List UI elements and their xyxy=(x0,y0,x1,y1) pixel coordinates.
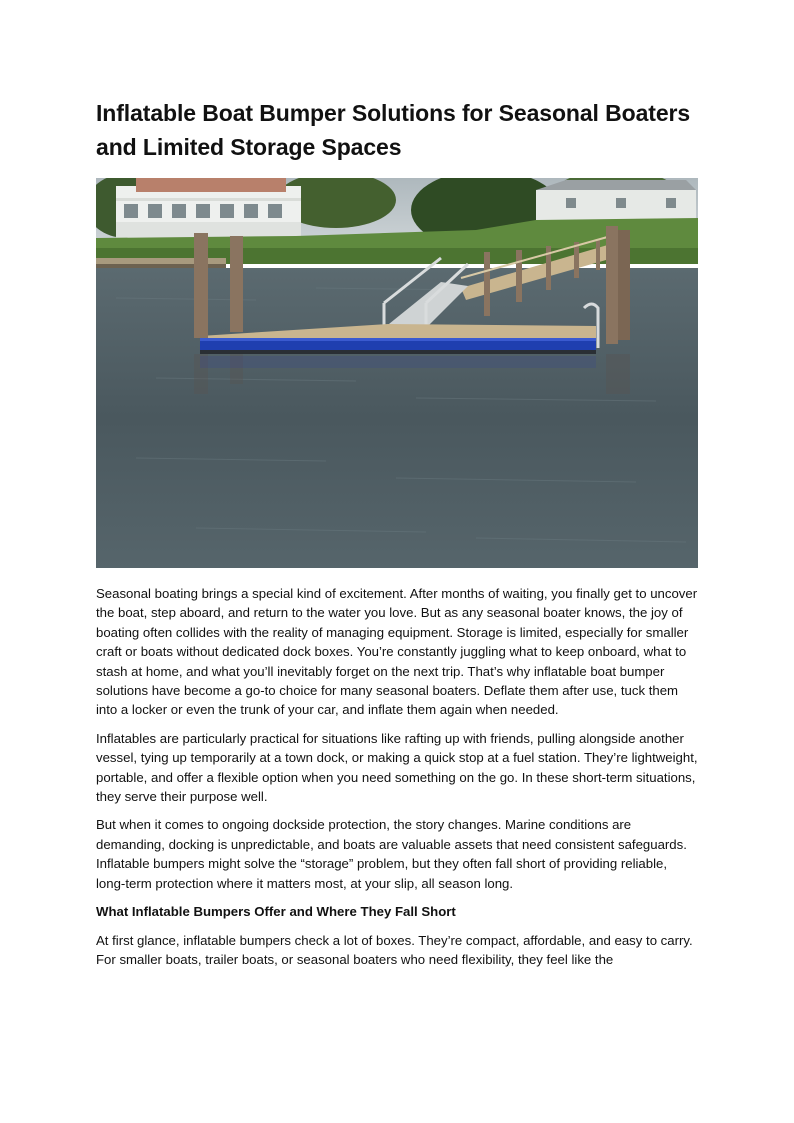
paragraph: At first glance, inflatable bumpers check a lot of boxes. They’re compact, affordable, and easy to carry. For smaller boats, trailer boats, or seasonal boaters who need flexibility, they feel like the xyxy=(96,932,693,967)
paragraph: Inflatables are particularly practical for situations like rafting up with friends, pulling alongside another vessel, tying up temporarily at a town dock, or making a quick stop at a fuel station. They’re lightweight, portable, and offer a flexible option when you need something on the go. In these short-term situations, they serve their purpose well. xyxy=(96,730,698,805)
paragraph: But when it comes to ongoing dockside protection, the story changes. Marine conditions are demanding, docking is unpredictable, and boats are valuable assets that need consistent safeguards. Inflatable bumpers might solve the “storage” problem, but they often fall short of providing reliable, long-term protection where it matters most, at your slip, all season long. xyxy=(96,817,687,891)
article-photo xyxy=(96,178,698,568)
section-heading: What Inflatable Bumpers Offer and Where They Fall Short xyxy=(96,904,456,920)
paragraph: Seasonal boating brings a special kind of excitement. After months of waiting, you finally get to uncover the boat, step aboard, and return to the water you love. But as any seasonal boater knows, the joy of boating often collides with the reality of managing equipment. Storage is limited, especially for smaller craft or boats without dedicated dock boxes. You’re constantly juggling what to keep onboard, what to stash at home, and what you’ll inevitably forget on the next trip. That’s why inflatable boat bumper solutions have become a go-to choice for many seasonal boaters. Deflate them after use, tuck them into a locker or even the trunk of your car, and inflate them again when needed. xyxy=(96,586,698,718)
article xyxy=(96,96,698,978)
article-title: Inflatable Boat Bumper Solutions for Seasonal Boaters and Limited Storage Spaces xyxy=(96,100,691,160)
